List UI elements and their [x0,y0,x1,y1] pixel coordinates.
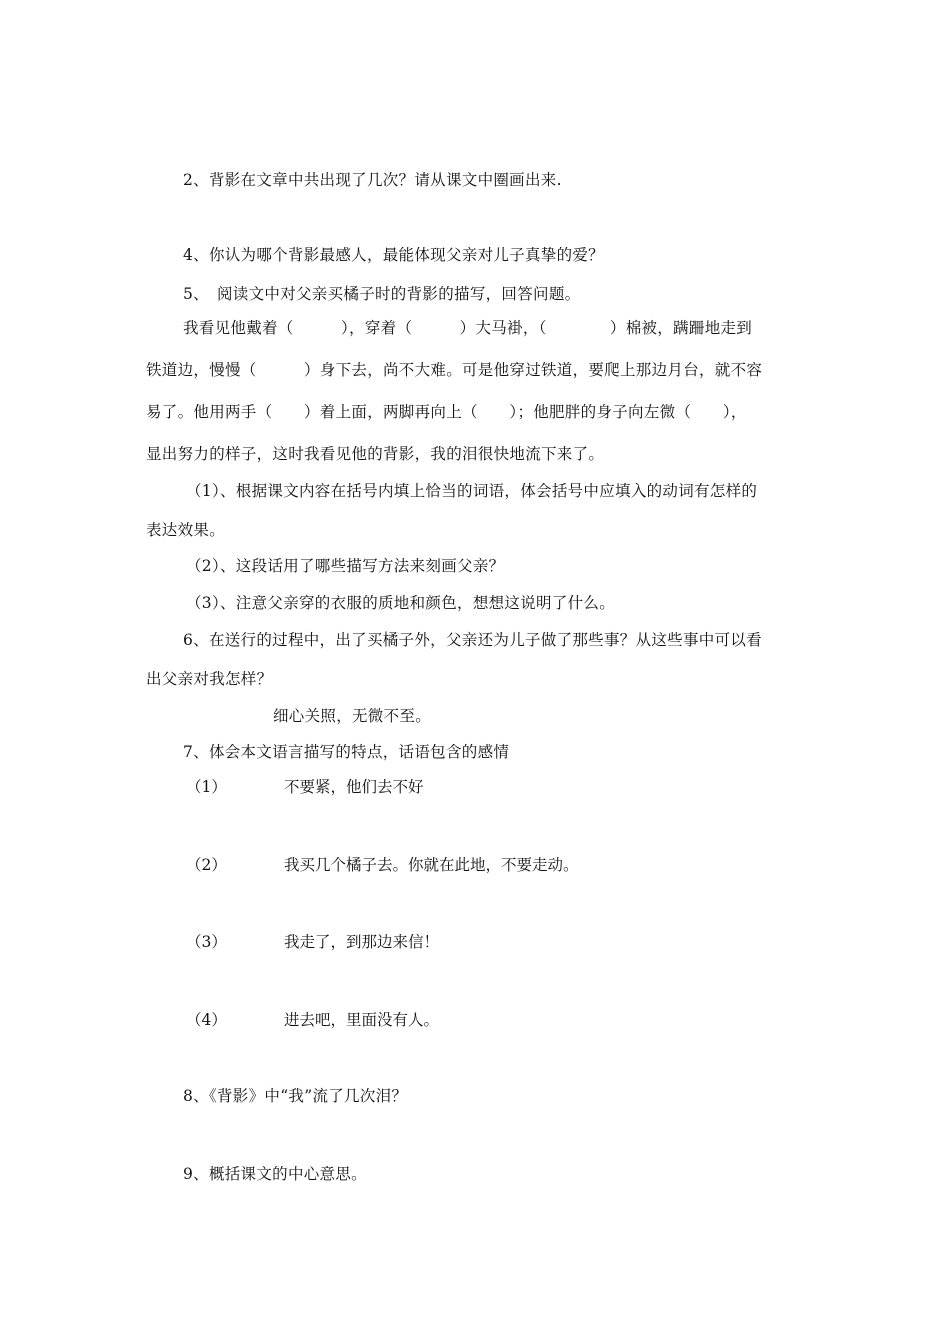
passage-line-1: 我看见他戴着（ ），穿着（ ）大马褂，（ ）棉被，蹒跚地走到 [183,319,753,337]
question-6-answer: 细心关照，无微不至。 [273,707,432,725]
passage-line-4: 显出努力的样子，这时我看见他的背影，我的泪很快地流下来了。 [146,445,605,463]
q7-item-4-text: 进去吧，里面没有人。 [284,1011,440,1029]
q7-item-1-number: （1） [186,778,227,796]
q7-item-3-number: （3） [186,933,227,951]
question-5: 5、 阅读文中对父亲买橘子时的背影的描写，回答问题。 [183,285,581,303]
question-2: 2、背影在文章中共出现了几次？请从课文中圈画出来. [183,171,562,189]
question-8: 8、《背影》中“我”流了几次泪？ [183,1087,408,1105]
question-7: 7、体会本文语言描写的特点，话语包含的感情 [183,743,510,761]
q7-item-3-text: 我走了，到那边来信！ [284,933,440,951]
question-5-1-line-1: （1）、根据课文内容在括号内填上恰当的词语，体会括号中应填入的动词有怎样的 [186,482,758,500]
passage-line-3: 易了。他用两手（ ）着上面，两脚再向上（ ）；他肥胖的身子向左微（ ）， [146,403,747,421]
question-5-3: （3）、注意父亲穿的衣服的质地和颜色，想想这说明了什么。 [186,594,616,612]
q7-item-2-text: 我买几个橘子去。你就在此地，不要走动。 [284,856,579,874]
q7-item-1-text: 不要紧，他们去不好 [284,778,424,796]
question-6-line-1: 6、在送行的过程中，出了买橘子外，父亲还为儿子做了那些事？从这些事中可以看 [183,631,762,649]
passage-line-2: 铁道边，慢慢（ ）身下去，尚不大难。可是他穿过铁道，要爬上那边月台，就不容 [146,361,763,379]
question-9: 9、概括课文的中心意思。 [183,1165,367,1183]
question-5-1-line-2: 表达效果。 [146,521,226,539]
question-6-line-2: 出父亲对我怎样？ [146,670,273,688]
q7-item-2-number: （2） [186,856,227,874]
q7-item-4-number: （4） [186,1011,227,1029]
question-5-2: （2）、这段话用了哪些描写方法来刻画父亲？ [186,557,505,575]
question-4: 4、你认为哪个背影最感人，最能体现父亲对儿子真挚的爱？ [183,246,604,264]
